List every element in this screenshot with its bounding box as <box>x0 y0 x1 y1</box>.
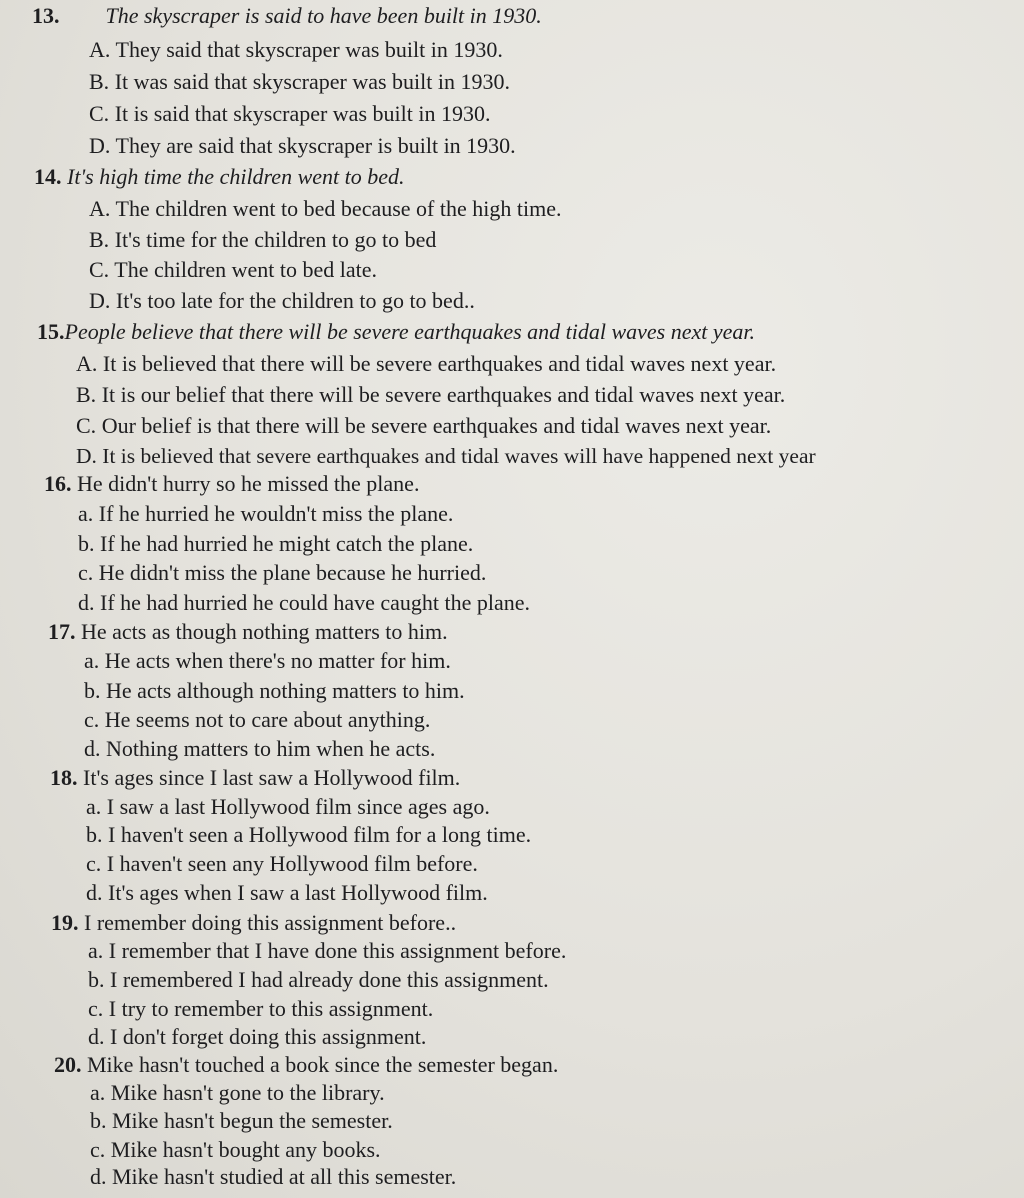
option-text: The children went to bed late. <box>114 257 377 282</box>
option <box>88 937 566 965</box>
option-letter: B. <box>89 227 110 252</box>
question-text: It's ages since I last saw a Hollywood film. <box>83 765 461 790</box>
option-text: I haven't seen any Hollywood film before. <box>106 851 478 876</box>
question-number: 16. <box>44 471 72 496</box>
option-text: Our belief is that there will be severe earthquakes and tidal waves next year. <box>101 413 772 438</box>
option-text: He acts although nothing matters to him. <box>106 678 465 703</box>
option-letter: d. <box>78 590 95 615</box>
option-text: I don't forget doing this assignment. <box>110 1024 427 1049</box>
option-text: I haven't seen a Hollywood film for a long time. <box>108 822 532 847</box>
option-text: Mike hasn't bought any books. <box>110 1137 381 1162</box>
option <box>84 647 451 675</box>
option-text: If he had hurried he could have caught the plane. <box>100 590 531 615</box>
option-text: I saw a last Hollywood film since ages ago. <box>106 794 490 819</box>
option <box>89 256 377 284</box>
question-text: He acts as though nothing matters to him. <box>81 619 448 644</box>
question-number: 14. <box>34 164 62 189</box>
option <box>84 706 430 734</box>
option <box>78 530 473 558</box>
option-letter: c. <box>86 851 102 876</box>
question-number: 15. <box>37 319 65 344</box>
option-text: Mike hasn't gone to the library. <box>110 1080 385 1105</box>
question-number: 13. <box>32 3 60 28</box>
option <box>78 500 453 528</box>
option-text: It was said that skyscraper was built in 1930. <box>114 69 510 94</box>
option-text: They said that skyscraper was built in 1930. <box>115 37 503 62</box>
option <box>86 850 478 878</box>
option-letter: a. <box>86 794 102 819</box>
question-number: 18. <box>50 765 78 790</box>
option <box>76 350 776 378</box>
option <box>86 793 490 821</box>
option-text: It is believed that there will be severe earthquakes and tidal waves next year. <box>102 351 777 376</box>
option-letter: b. <box>78 531 95 556</box>
option-text: I remember that I have done this assignment before. <box>108 938 567 963</box>
option-letter: a. <box>84 648 100 673</box>
option-text: They are said that skyscraper is built in 1930. <box>115 133 516 158</box>
option <box>90 1079 385 1107</box>
option <box>86 821 531 849</box>
option-letter: a. <box>78 501 94 526</box>
option-letter: D. <box>89 288 111 313</box>
option-text: It's too late for the children to go to bed.. <box>115 288 475 313</box>
option <box>88 966 549 994</box>
question-text: I remember doing this assignment before.. <box>84 910 457 935</box>
option <box>89 36 503 64</box>
option <box>78 589 530 617</box>
question-stem <box>51 909 456 937</box>
option-letter: d. <box>90 1164 107 1189</box>
option-text: It's ages when I saw a last Hollywood film. <box>108 880 488 905</box>
option-letter: D. <box>76 444 97 468</box>
option-letter: a. <box>90 1080 106 1105</box>
question-text: It's high time the children went to bed. <box>67 164 405 189</box>
option-letter: d. <box>88 1024 105 1049</box>
question-text: He didn't hurry so he missed the plane. <box>77 471 420 496</box>
option-letter: C. <box>89 257 110 282</box>
question-stem <box>50 764 460 792</box>
option-text: If he had hurried he might catch the plane. <box>100 531 474 556</box>
option-letter: b. <box>84 678 101 703</box>
option-letter: C. <box>89 101 110 126</box>
question-text: People believe that there will be severe earthquakes and tidal waves next year. <box>64 319 756 344</box>
option-letter: A. <box>89 196 111 221</box>
option <box>78 559 486 587</box>
option <box>89 226 436 254</box>
question-text: The skyscraper is said to have been built in 1930. <box>105 3 542 28</box>
option <box>90 1163 456 1191</box>
option-letter: B. <box>89 69 110 94</box>
option-text: I remembered I had already done this assignment. <box>110 967 549 992</box>
option-letter: a. <box>88 938 104 963</box>
option-text: Mike hasn't studied at all this semester. <box>112 1164 457 1189</box>
question-stem <box>54 1051 558 1079</box>
option <box>84 677 465 705</box>
option <box>76 442 816 470</box>
option <box>76 381 785 409</box>
option-text: If he hurried he wouldn't miss the plane. <box>98 501 454 526</box>
option-text: It is believed that severe earthquakes and tidal waves will have happened next year <box>102 444 816 468</box>
question-number: 17. <box>48 619 76 644</box>
question-number: 19. <box>51 910 79 935</box>
option <box>84 735 435 763</box>
option-text: The children went to bed because of the high time. <box>115 196 562 221</box>
question-stem <box>37 318 755 346</box>
option-letter: c. <box>90 1137 106 1162</box>
option-text: It's time for the children to go to bed <box>114 227 437 252</box>
question-number: 20. <box>54 1052 82 1077</box>
option <box>89 195 561 223</box>
option-letter: c. <box>88 996 104 1021</box>
option-letter: C. <box>76 413 97 438</box>
option-text: He seems not to care about anything. <box>104 707 431 732</box>
option-letter: B. <box>76 382 97 407</box>
option <box>89 68 510 96</box>
option <box>88 995 433 1023</box>
option-letter: b. <box>88 967 105 992</box>
question-stem <box>48 618 448 646</box>
option <box>88 1023 426 1051</box>
question-stem <box>44 470 419 498</box>
question-stem <box>34 163 405 191</box>
option <box>89 287 475 315</box>
question-text: Mike hasn't touched a book since the semester began. <box>87 1052 559 1077</box>
option-letter: c. <box>84 707 100 732</box>
option-letter: d. <box>86 880 103 905</box>
option-text: It is said that skyscraper was built in 1930. <box>114 101 491 126</box>
option-letter: b. <box>90 1108 107 1133</box>
option-text: Nothing matters to him when he acts. <box>106 736 436 761</box>
option-letter: D. <box>89 133 111 158</box>
option-text: Mike hasn't begun the semester. <box>112 1108 393 1133</box>
option-letter: A. <box>89 37 111 62</box>
option-text: He didn't miss the plane because he hurried. <box>98 560 487 585</box>
option <box>89 132 516 160</box>
question-stem <box>32 2 542 30</box>
option <box>76 412 771 440</box>
option-letter: b. <box>86 822 103 847</box>
option-letter: c. <box>78 560 94 585</box>
option <box>89 100 490 128</box>
option-letter: d. <box>84 736 101 761</box>
option-text: He acts when there's no matter for him. <box>104 648 451 673</box>
option-letter: A. <box>76 351 98 376</box>
option-text: It is our belief that there will be severe earthquakes and tidal waves next year. <box>101 382 786 407</box>
option <box>90 1136 381 1164</box>
option <box>90 1107 393 1135</box>
option-text: I try to remember to this assignment. <box>108 996 434 1021</box>
option <box>86 879 488 907</box>
